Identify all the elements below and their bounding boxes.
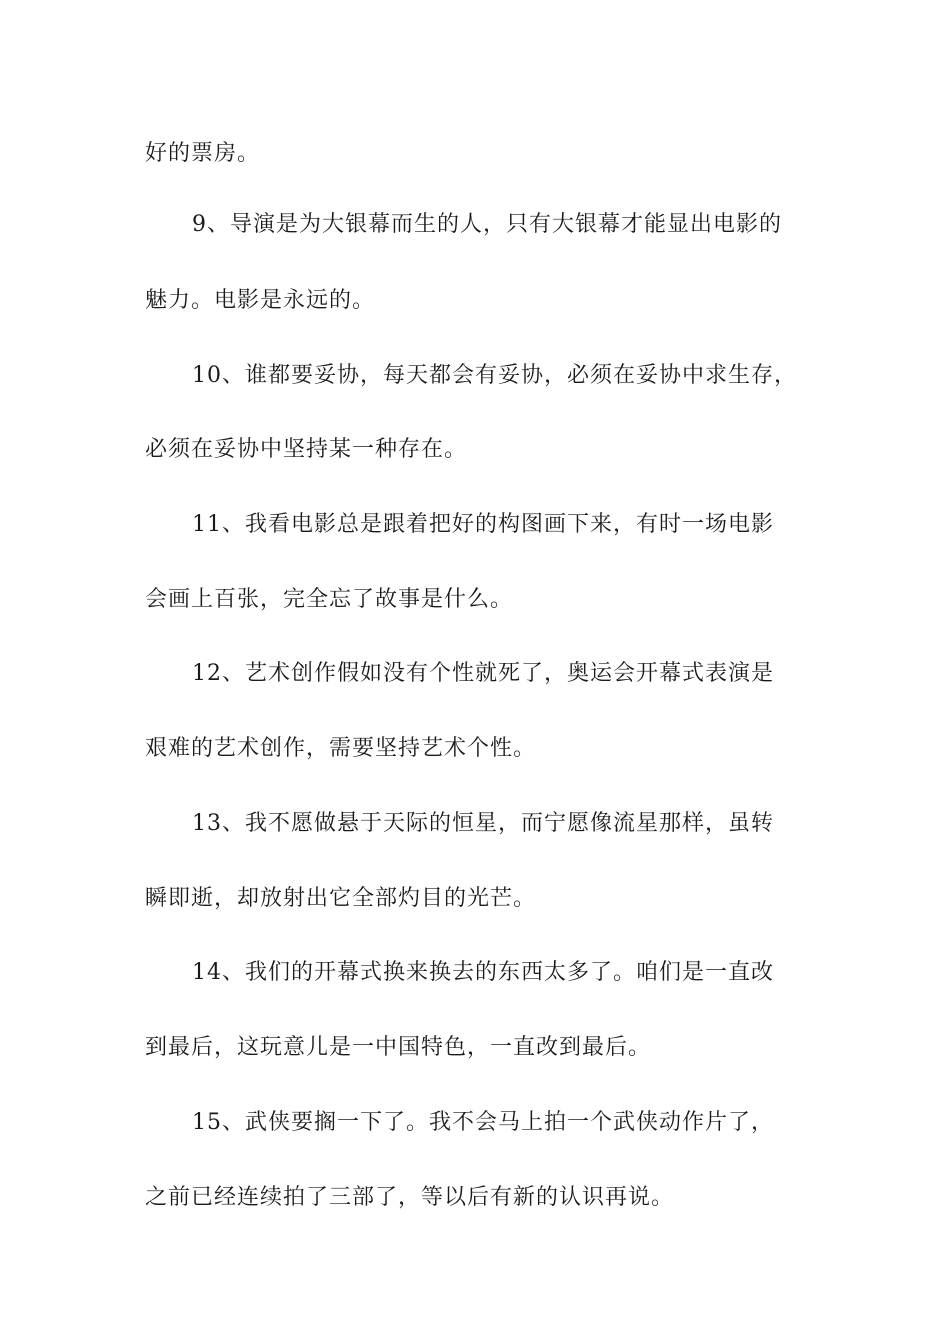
text-line: 好的票房。 [145,141,261,166]
text-line: 10、谁都要妥协，每天都会有妥协，必须在妥协中求生存， [192,363,797,388]
text-line: 会画上百张，完全忘了故事是什么。 [145,587,514,612]
text-line: 之前已经连续拍了三部了，等以后有新的认识再说。 [145,1185,675,1210]
text-line: 14、我们的开幕式换来换去的东西太多了。咱们是一直改 [192,960,774,985]
text-line: 艰难的艺术创作，需要坚持艺术个性。 [145,736,537,761]
text-line: 11、我看电影总是跟着把好的构图画下来，有时一场电影 [192,512,774,537]
text-line: 12、艺术创作假如没有个性就死了，奥运会开幕式表演是 [192,661,774,686]
text-line: 必须在妥协中坚持某一种存在。 [145,437,468,462]
text-line: 瞬即逝，却放射出它全部灼目的光芒。 [145,886,537,911]
text-line: 13、我不愿做悬于天际的恒星，而宁愿像流星那样，虽转 [192,811,774,836]
text-line: 魅力。电影是永远的。 [145,288,376,313]
text-line: 到最后，这玩意儿是一中国特色，一直改到最后。 [145,1035,652,1060]
text-line: 9、导演是为大银幕而生的人，只有大银幕才能显出电影的 [192,212,782,237]
text-line: 15、武侠要搁一下了。我不会马上拍一个武侠动作片了， [192,1110,774,1135]
